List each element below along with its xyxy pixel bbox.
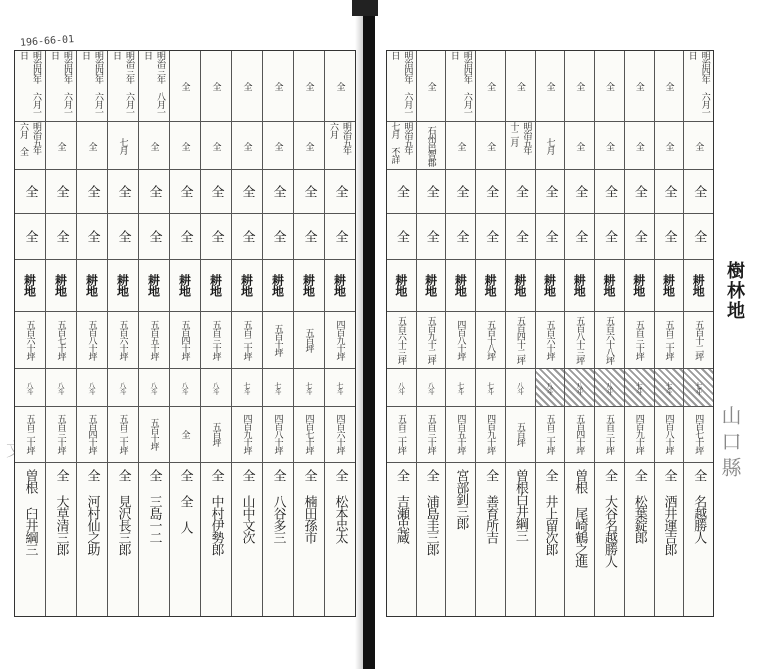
ledger-column [475, 51, 505, 616]
ditto-cell: 全 [232, 170, 262, 214]
ditto-cell: 全 [170, 214, 200, 260]
size-cell: 五百坪 [201, 407, 231, 463]
owner-cell: 全 松葉錠郎 [631, 468, 647, 543]
ledger-column [505, 51, 535, 616]
ledger-column [445, 51, 475, 616]
category-cell: 耕地 [263, 260, 293, 312]
registration-date-cell: 明治五年 六月 [325, 122, 355, 170]
size-cell: 四百六十坪 [325, 407, 355, 463]
area-cell: 五百七十坪 [46, 312, 76, 370]
ditto-cell: 全 [15, 214, 45, 260]
ditto-cell: 全 [446, 214, 475, 260]
size-cell: 五百四十坪 [565, 407, 594, 463]
size-cell: 四百八十坪 [263, 407, 293, 463]
ledger-column [293, 51, 324, 616]
area-cell: 五百二十坪 [232, 312, 262, 370]
ditto-cell: 全 [294, 214, 324, 260]
ditto-cell: 全 [201, 214, 231, 260]
category-cell: 耕地 [294, 260, 324, 312]
ledger-column [262, 51, 293, 616]
ledger-column [535, 51, 565, 616]
owner-cell: 全 河村仙之助 [84, 468, 100, 555]
ditto-cell: 全 [263, 170, 293, 214]
ditto-cell: 全 [417, 170, 446, 214]
ledger-column [564, 51, 594, 616]
ditto-cell: 全 [655, 214, 684, 260]
date-cell: 明治四年 六月一日 [15, 51, 45, 122]
size-cell: 四百七十坪 [294, 407, 324, 463]
owner-cell: 全 八谷多三 [270, 468, 286, 543]
date-cell: 全 [476, 51, 505, 122]
registration-date-cell: 全 [201, 122, 231, 170]
owner-cell: 全 名越勝人 [691, 468, 707, 543]
ledger-column [15, 51, 45, 616]
registration-date-cell: 明治五年 十二月 [506, 122, 535, 170]
category-cell: 耕地 [46, 260, 76, 312]
ledger-column [683, 51, 713, 616]
owner-cell: 全 松本忠太 [332, 468, 348, 543]
tax-cell: 八斗 [565, 369, 594, 407]
category-cell: 耕地 [476, 260, 505, 312]
date-cell: 全 [536, 51, 565, 122]
ledger-column [231, 51, 262, 616]
date-cell: 明治四年 六月一日 [77, 51, 107, 122]
tax-cell: 八斗 [506, 369, 535, 407]
category-cell: 耕地 [536, 260, 565, 312]
registration-date-cell: 全 [565, 122, 594, 170]
ditto-cell: 全 [170, 170, 200, 214]
registration-date-cell: 全 [170, 122, 200, 170]
tax-cell: 八斗 [108, 369, 138, 407]
ditto-cell: 全 [684, 214, 713, 260]
category-cell: 耕地 [201, 260, 231, 312]
ditto-cell: 全 [625, 214, 654, 260]
ledger-column [324, 51, 355, 616]
registration-date-cell: 全 [232, 122, 262, 170]
size-cell: 五百坪 [506, 407, 535, 463]
owner-cell: 全 楠田孫市 [301, 468, 317, 543]
ledger-column [200, 51, 231, 616]
owner-cell: 全 井上留次郎 [542, 468, 558, 555]
size-cell: 全 [170, 407, 200, 463]
left-ledger-grid [15, 51, 355, 616]
area-cell: 五百三十坪 [201, 312, 231, 370]
area-cell: 五百十二坪 [684, 312, 713, 370]
ledger-column [624, 51, 654, 616]
ledger-column [594, 51, 624, 616]
ditto-cell: 全 [325, 214, 355, 260]
owner-cell: 宮部釗三郎 [453, 468, 469, 529]
date-cell: 明治四年 六月一日 [46, 51, 76, 122]
owner-cell: 曽根 臼井綱三 [22, 468, 38, 555]
size-cell: 五百十坪 [139, 407, 169, 463]
ditto-cell: 全 [506, 214, 535, 260]
owner-cell: 全 浦島圭三郎 [423, 468, 439, 555]
registration-date-cell: 七月 [108, 122, 138, 170]
owner-cell: 全 酒井運吉郎 [661, 468, 677, 555]
category-cell: 耕地 [684, 260, 713, 312]
area-cell: 五百五十坪 [139, 312, 169, 370]
ditto-cell: 全 [46, 170, 76, 214]
registration-date-cell: 全 [139, 122, 169, 170]
ditto-cell: 全 [46, 214, 76, 260]
tax-cell: 七斗 [294, 369, 324, 407]
size-cell: 四百八十坪 [655, 407, 684, 463]
registration-date-cell: 全 [595, 122, 624, 170]
ditto-cell: 全 [108, 170, 138, 214]
size-cell: 五百三十坪 [595, 407, 624, 463]
ledger-column [654, 51, 684, 616]
reference-number: 196-66-01 [19, 34, 75, 49]
date-cell: 明治三年 八月一日 [139, 51, 169, 122]
ledger-column [416, 51, 446, 616]
category-cell: 耕地 [625, 260, 654, 312]
ditto-cell: 全 [15, 170, 45, 214]
ditto-cell: 全 [595, 170, 624, 214]
owner-cell: 全 大草清三郎 [53, 468, 69, 555]
ditto-cell: 全 [139, 214, 169, 260]
tax-cell: 七斗 [325, 369, 355, 407]
ditto-cell: 全 [446, 170, 475, 214]
owner-cell: 曽根 尾崎鶴之進 [572, 468, 588, 567]
category-cell: 耕地 [139, 260, 169, 312]
ditto-cell: 全 [294, 170, 324, 214]
area-cell: 五百四十坪 [170, 312, 200, 370]
ditto-cell: 全 [536, 170, 565, 214]
ditto-cell: 全 [476, 170, 505, 214]
category-cell: 耕地 [446, 260, 475, 312]
registration-date-cell: 石州邑智郡 [417, 122, 446, 170]
tax-cell: 七斗 [625, 369, 654, 407]
ditto-cell: 全 [325, 170, 355, 214]
area-cell: 五百四十二坪 [506, 312, 535, 370]
size-cell: 四百七十坪 [684, 407, 713, 463]
owner-cell: 全 吉瀬忠蔵 [393, 468, 409, 543]
tax-cell: 八斗 [536, 369, 565, 407]
size-cell: 五百三十坪 [417, 407, 446, 463]
ledger-column [169, 51, 200, 616]
area-cell: 五百九十二坪 [417, 312, 446, 370]
owner-cell: 全 三島一二 [146, 468, 162, 543]
size-cell: 四百五十坪 [446, 407, 475, 463]
date-cell: 全 [170, 51, 200, 122]
land-type-label: 樹林地 [724, 261, 745, 321]
date-cell: 全 [232, 51, 262, 122]
registration-date-cell: 全 [476, 122, 505, 170]
right-ledger-grid [387, 51, 713, 616]
size-cell: 五百四十坪 [77, 407, 107, 463]
registration-date-cell: 七月 [536, 122, 565, 170]
area-cell: 五百六十坪 [15, 312, 45, 370]
category-cell: 耕地 [77, 260, 107, 312]
tax-cell: 八斗 [417, 369, 446, 407]
registration-date-cell: 全 [655, 122, 684, 170]
date-cell: 全 [655, 51, 684, 122]
tax-cell: 八斗 [139, 369, 169, 407]
registration-date-cell: 全 [77, 122, 107, 170]
date-cell: 全 [294, 51, 324, 122]
ditto-cell: 全 [387, 170, 416, 214]
tax-cell: 七斗 [476, 369, 505, 407]
book-spine [363, 0, 375, 669]
area-cell: 五百二十坪 [655, 312, 684, 370]
date-cell: 全 [201, 51, 231, 122]
ditto-cell: 全 [565, 170, 594, 214]
date-cell: 明治三年 六月一日 [108, 51, 138, 122]
area-cell: 五百三十坪 [625, 312, 654, 370]
ditto-cell: 全 [387, 214, 416, 260]
tax-cell: 八斗 [595, 369, 624, 407]
owner-cell: 曽根白井綱三 [512, 468, 528, 541]
registration-date-cell: 明治五年 七月 不詳 [387, 122, 416, 170]
ditto-cell: 全 [201, 170, 231, 214]
ledger-column [387, 51, 416, 616]
owner-cell: 全 善育所吉 [483, 468, 499, 543]
area-cell: 五百六十坪 [108, 312, 138, 370]
tax-cell: 七斗 [232, 369, 262, 407]
size-cell: 四百九十坪 [232, 407, 262, 463]
ditto-cell: 全 [595, 214, 624, 260]
category-cell: 耕地 [232, 260, 262, 312]
date-cell: 明治四年 六月一日 [387, 51, 416, 122]
ditto-cell: 全 [108, 214, 138, 260]
area-cell: 四百九十坪 [325, 312, 355, 370]
registration-date-cell: 全 [625, 122, 654, 170]
size-cell: 四百九十坪 [625, 407, 654, 463]
area-cell: 五百六十坪 [536, 312, 565, 370]
tax-cell: 八斗 [201, 369, 231, 407]
ditto-cell: 全 [536, 214, 565, 260]
size-cell: 五百三十坪 [46, 407, 76, 463]
date-cell: 全 [506, 51, 535, 122]
ledger-column [76, 51, 107, 616]
ledger-column [138, 51, 169, 616]
registration-date-cell: 明治五年 六月 全 [15, 122, 45, 170]
ditto-cell: 全 [655, 170, 684, 214]
ditto-cell: 全 [139, 170, 169, 214]
category-cell: 耕地 [565, 260, 594, 312]
area-cell: 五百坪 [294, 312, 324, 370]
ditto-cell: 全 [417, 214, 446, 260]
date-cell: 全 [263, 51, 293, 122]
size-cell: 五百二十坪 [536, 407, 565, 463]
ditto-cell: 全 [506, 170, 535, 214]
ditto-cell: 全 [476, 214, 505, 260]
owner-cell: 全 見沢長三郎 [115, 468, 131, 555]
ditto-cell: 全 [625, 170, 654, 214]
size-cell: 五百二十坪 [387, 407, 416, 463]
date-cell: 全 [625, 51, 654, 122]
tax-cell: 七斗 [655, 369, 684, 407]
ditto-cell: 全 [77, 170, 107, 214]
area-cell: 五百十坪 [263, 312, 293, 370]
tax-cell: 七斗 [684, 369, 713, 407]
category-cell: 耕地 [325, 260, 355, 312]
area-cell: 五百六十三坪 [387, 312, 416, 370]
registration-date-cell: 全 [263, 122, 293, 170]
registration-date-cell: 全 [446, 122, 475, 170]
tax-cell: 七斗 [446, 369, 475, 407]
category-cell: 耕地 [387, 260, 416, 312]
area-cell: 五百六十八坪 [595, 312, 624, 370]
owner-cell: 全 中村伊勢郎 [208, 468, 224, 555]
category-cell: 耕地 [170, 260, 200, 312]
tax-cell: 七斗 [263, 369, 293, 407]
spine-top-mark [352, 0, 378, 16]
page-gutter-shadow [355, 0, 363, 669]
registration-date-cell: 全 [684, 122, 713, 170]
owner-cell: 全 大谷名越勝人 [602, 468, 618, 567]
date-cell: 明治四年 六月一日 [684, 51, 713, 122]
owner-cell: 全 全 人 [177, 468, 193, 533]
category-cell: 耕地 [655, 260, 684, 312]
area-cell: 五百八十坪 [77, 312, 107, 370]
right-margin-text: 山口縣 [718, 405, 742, 483]
ditto-cell: 全 [263, 214, 293, 260]
date-cell: 全 [565, 51, 594, 122]
ledger-column [45, 51, 76, 616]
tax-cell: 八斗 [387, 369, 416, 407]
ditto-cell: 全 [684, 170, 713, 214]
size-cell: 五百二十坪 [15, 407, 45, 463]
date-cell: 全 [325, 51, 355, 122]
size-cell: 四百九十坪 [476, 407, 505, 463]
tax-cell: 八斗 [170, 369, 200, 407]
date-cell: 明治四年 六月一日 [446, 51, 475, 122]
tax-cell: 八斗 [15, 369, 45, 407]
left-page [14, 50, 356, 617]
registration-date-cell: 全 [46, 122, 76, 170]
tax-cell: 八斗 [46, 369, 76, 407]
category-cell: 耕地 [15, 260, 45, 312]
category-cell: 耕地 [417, 260, 446, 312]
date-cell: 全 [417, 51, 446, 122]
size-cell: 五百二十坪 [108, 407, 138, 463]
tax-cell: 八斗 [77, 369, 107, 407]
area-cell: 四百八十坪 [446, 312, 475, 370]
ledger-column [107, 51, 138, 616]
category-cell: 耕地 [506, 260, 535, 312]
category-cell: 耕地 [595, 260, 624, 312]
date-cell: 全 [595, 51, 624, 122]
ditto-cell: 全 [77, 214, 107, 260]
area-cell: 五百十八坪 [476, 312, 505, 370]
area-cell: 五百八十三坪 [565, 312, 594, 370]
ditto-cell: 全 [232, 214, 262, 260]
owner-cell: 全 山中文次 [239, 468, 255, 543]
registration-date-cell: 全 [294, 122, 324, 170]
ditto-cell: 全 [565, 214, 594, 260]
category-cell: 耕地 [108, 260, 138, 312]
